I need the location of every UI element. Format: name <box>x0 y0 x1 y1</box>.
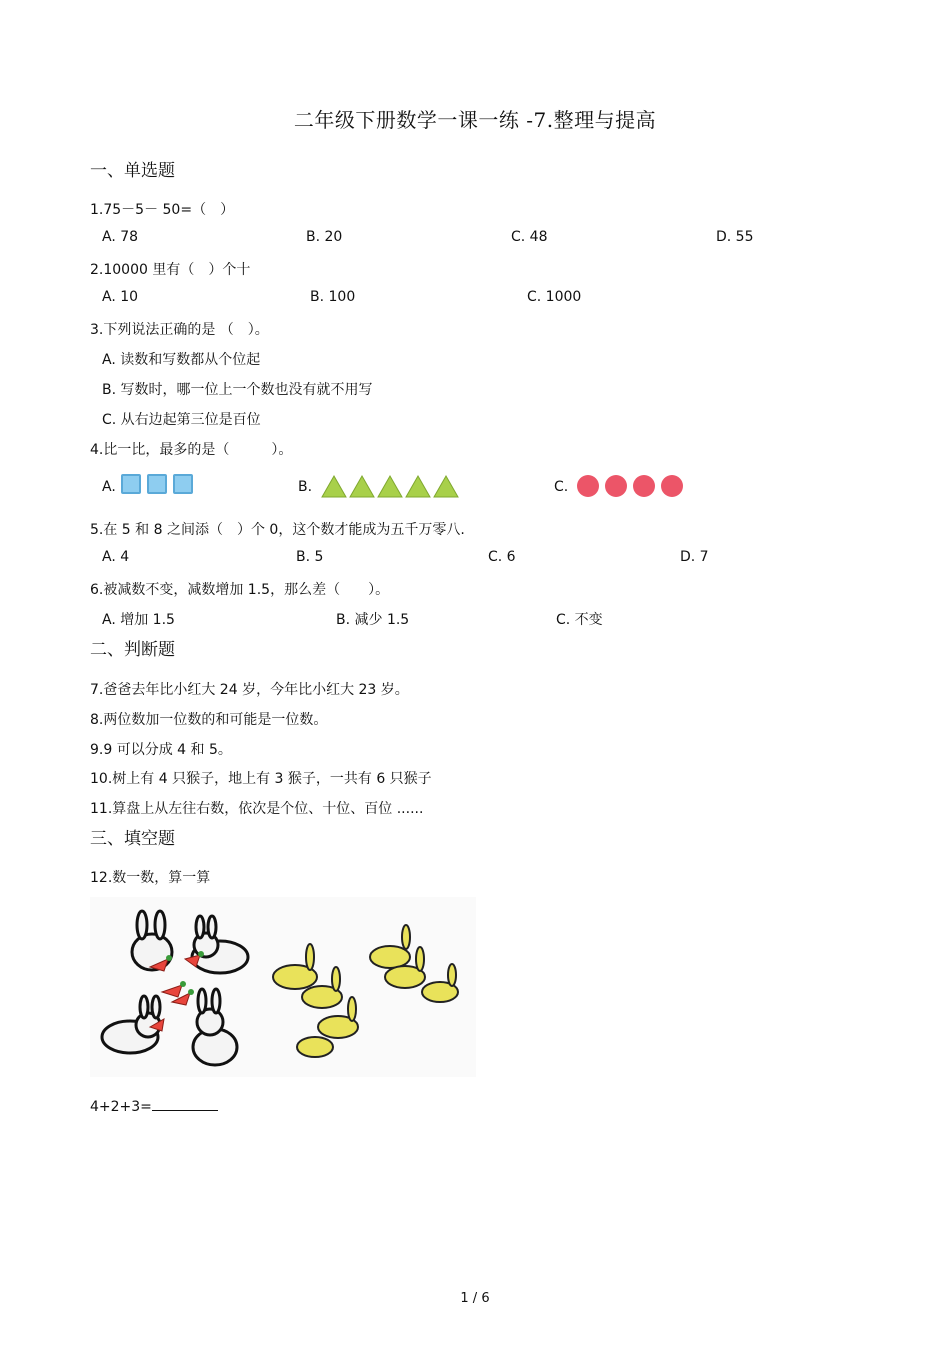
page-number: 1 / 6 <box>460 1291 490 1306</box>
question-5-option-c: C. 6 <box>488 549 516 565</box>
question-1-stem: 1.75－5－ 50=（ ） <box>90 202 235 218</box>
question-4-stem: 4.比一比，最多的是（ ）。 <box>90 442 293 458</box>
question-5-option-b: B. 5 <box>296 549 324 565</box>
triangle-shape <box>406 476 430 497</box>
triangle-shape <box>434 476 458 497</box>
question-2-option-c: C. 1000 <box>527 289 582 305</box>
circle-shape <box>633 475 655 497</box>
question-6-option-c: C. 不变 <box>556 612 603 628</box>
question-1-option-a: A. 78 <box>102 229 139 245</box>
question-3-option-a: A. 读数和写数都从个位起 <box>102 352 261 368</box>
question-10: 10.树上有 4 只猴子，地上有 3 猴子，一共有 6 只猴子 <box>90 771 432 787</box>
square-shape <box>147 474 167 494</box>
question-2-option-a: A. 10 <box>102 289 139 305</box>
question-1-option-c: C. 48 <box>511 229 548 245</box>
question-8: 8.两位数加一位数的和可能是一位数。 <box>90 712 328 728</box>
question-3-option-c: C. 从右边起第三位是百位 <box>102 412 261 428</box>
equation-text: 4+2+3= <box>90 1099 152 1115</box>
question-9: 9.9 可以分成 4 和 5。 <box>90 742 232 758</box>
rabbit-illustration <box>90 897 476 1077</box>
question-6-option-a: A. 增加 1.5 <box>102 612 175 628</box>
question-5-stem: 5.在 5 和 8 之间添（ ）个 0，这个数才能成为五千万零八. <box>90 522 465 538</box>
question-3-stem: 3.下列说法正确的是 （ ）。 <box>90 322 269 338</box>
question-2-option-b: B. 100 <box>310 289 356 305</box>
question-3-option-b: B. 写数时，哪一位上一个数也没有就不用写 <box>102 382 373 398</box>
question-5-option-d: D. 7 <box>680 549 709 565</box>
answer-blank[interactable] <box>152 1098 218 1111</box>
square-shape <box>121 474 141 494</box>
question-4-option-c: C. <box>554 479 569 495</box>
section-heading-true-false: 二、判断题 <box>90 640 175 660</box>
section-heading-fill-blank: 三、填空题 <box>90 829 175 849</box>
triangle-shape <box>322 476 346 497</box>
triangle-group <box>321 474 465 498</box>
question-2-stem: 2.10000 里有（ ）个十 <box>90 262 251 278</box>
question-6-stem: 6.被减数不变，减数增加 1.5，那么差（ ）。 <box>90 582 390 598</box>
question-4-option-b: B. <box>298 479 313 495</box>
triangle-shape <box>378 476 402 497</box>
question-1-option-b: B. 20 <box>306 229 343 245</box>
square-group <box>121 474 193 494</box>
circle-group <box>577 475 683 497</box>
question-6-option-b: B. 减少 1.5 <box>336 612 410 628</box>
triangle-shape <box>350 476 374 497</box>
page-title: 二年级下册数学一课一练 -7.整理与提高 <box>293 108 657 132</box>
circle-shape <box>577 475 599 497</box>
question-1-option-d: D. 55 <box>716 229 754 245</box>
circle-shape <box>605 475 627 497</box>
question-11: 11.算盘上从左往右数，依次是个位、十位、百位 ...... <box>90 801 424 817</box>
circle-shape <box>661 475 683 497</box>
square-shape <box>173 474 193 494</box>
question-12-stem: 12.数一数，算一算 <box>90 870 211 886</box>
question-7: 7.爸爸去年比小红大 24 岁，今年比小红大 23 岁。 <box>90 682 409 698</box>
section-heading-single-choice: 一、单选题 <box>90 161 175 181</box>
question-12-equation <box>90 1098 218 1115</box>
question-5-option-a: A. 4 <box>102 549 130 565</box>
question-4-option-a: A. <box>102 479 116 495</box>
